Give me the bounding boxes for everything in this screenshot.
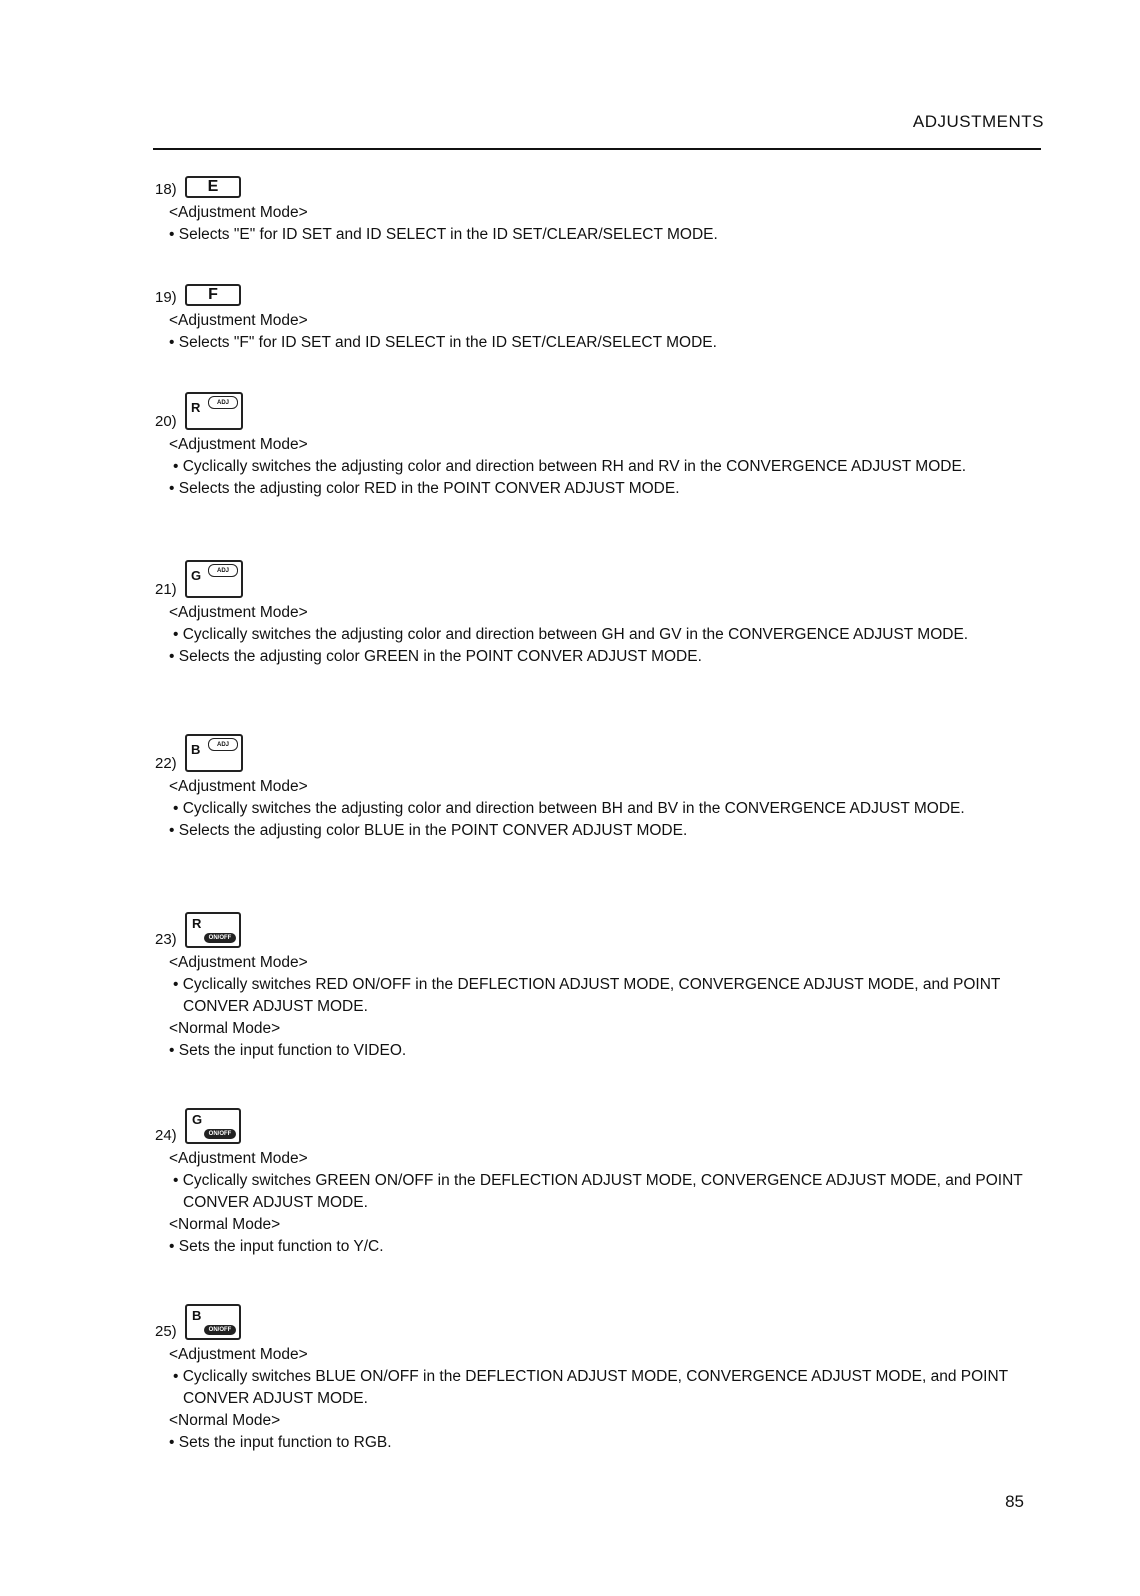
adj-badge: ADJ xyxy=(208,396,238,409)
page-header-title: ADJUSTMENTS xyxy=(912,112,1044,131)
item-25 xyxy=(155,1300,1055,1454)
key-letter: G xyxy=(191,568,202,583)
item-20 xyxy=(155,390,1055,500)
item-line: <Adjustment Mode> xyxy=(169,312,308,329)
item-24 xyxy=(155,1104,1055,1258)
adj-badge: ADJ xyxy=(208,738,238,751)
item-number: 19) xyxy=(155,289,177,306)
onoff-badge: ON/OFF xyxy=(204,1129,236,1139)
item-21 xyxy=(155,558,1055,668)
key-letter: G xyxy=(192,1112,203,1127)
item-number: 24) xyxy=(155,1127,177,1144)
item-number: 23) xyxy=(155,931,177,948)
item-line: <Adjustment Mode> xyxy=(169,778,308,795)
item-line: • Selects the adjusting color BLUE in the POINT CONVER ADJUST MODE. xyxy=(169,822,688,839)
item-line: <Adjustment Mode> xyxy=(169,954,308,971)
item-line: • Cyclically switches the adjusting color and direction between BH and BV in the CONVERGENCE ADJUST MODE. xyxy=(173,800,965,817)
item-number: 21) xyxy=(155,581,177,598)
item-line: <Adjustment Mode> xyxy=(169,204,308,221)
key-r-onoff-icon xyxy=(185,912,241,948)
key-g-adj-icon xyxy=(185,560,243,598)
item-19 xyxy=(155,266,1055,354)
item-line: <Adjustment Mode> xyxy=(169,604,308,621)
key-letter: B xyxy=(191,742,201,757)
item-line: • Cyclically switches GREEN ON/OFF in the DEFLECTION ADJUST MODE, CONVERGENCE ADJUST MODE, and POINT CONVER ADJUST MODE. xyxy=(173,1172,1023,1211)
onoff-badge: ON/OFF xyxy=(204,933,236,943)
item-line: • Sets the input function to VIDEO. xyxy=(169,1042,407,1059)
key-e-icon: E xyxy=(185,176,241,198)
item-line: • Sets the input function to RGB. xyxy=(169,1434,392,1451)
item-line: • Selects the adjusting color RED in the POINT CONVER ADJUST MODE. xyxy=(169,480,680,497)
item-line: <Normal Mode> xyxy=(169,1412,281,1429)
item-line: • Selects "F" for ID SET and ID SELECT in the ID SET/CLEAR/SELECT MODE. xyxy=(169,334,717,351)
adj-badge: ADJ xyxy=(208,564,238,577)
page-number: 85 xyxy=(1005,1492,1024,1511)
item-line: • Selects "E" for ID SET and ID SELECT in the ID SET/CLEAR/SELECT MODE. xyxy=(169,226,718,243)
item-18 xyxy=(155,158,1055,246)
item-22 xyxy=(155,732,1055,842)
key-letter: B xyxy=(192,1308,202,1323)
item-line: <Adjustment Mode> xyxy=(169,1346,308,1363)
item-line: <Adjustment Mode> xyxy=(169,436,308,453)
onoff-badge: ON/OFF xyxy=(204,1325,236,1335)
key-letter: R xyxy=(191,400,201,415)
item-line: <Normal Mode> xyxy=(169,1020,281,1037)
key-r-adj-icon xyxy=(185,392,243,430)
header-rule xyxy=(153,148,1041,150)
item-line: • Selects the adjusting color GREEN in the POINT CONVER ADJUST MODE. xyxy=(169,648,702,665)
item-number: 18) xyxy=(155,181,177,198)
key-g-onoff-icon xyxy=(185,1108,241,1144)
key-b-onoff-icon xyxy=(185,1304,241,1340)
item-line: <Normal Mode> xyxy=(169,1216,281,1233)
item-number: 25) xyxy=(155,1323,177,1340)
key-b-adj-icon xyxy=(185,734,243,772)
item-23 xyxy=(155,908,1055,1062)
item-line: • Cyclically switches RED ON/OFF in the DEFLECTION ADJUST MODE, CONVERGENCE ADJUST MODE, and POINT CONVER ADJUST MODE. xyxy=(173,976,1001,1015)
item-line: • Sets the input function to Y/C. xyxy=(169,1238,384,1255)
key-letter: R xyxy=(192,916,202,931)
item-number: 20) xyxy=(155,413,177,430)
item-line: • Cyclically switches the adjusting color and direction between RH and RV in the CONVERGENCE ADJUST MODE. xyxy=(173,458,967,475)
key-f-icon: F xyxy=(185,284,241,306)
item-number: 22) xyxy=(155,755,177,772)
item-line: • Cyclically switches BLUE ON/OFF in the DEFLECTION ADJUST MODE, CONVERGENCE ADJUST MODE, and POINT CONVER ADJUST MODE. xyxy=(173,1368,1008,1407)
item-line: <Adjustment Mode> xyxy=(169,1150,308,1167)
item-line: • Cyclically switches the adjusting color and direction between GH and GV in the CONVERGENCE ADJUST MODE. xyxy=(173,626,969,643)
